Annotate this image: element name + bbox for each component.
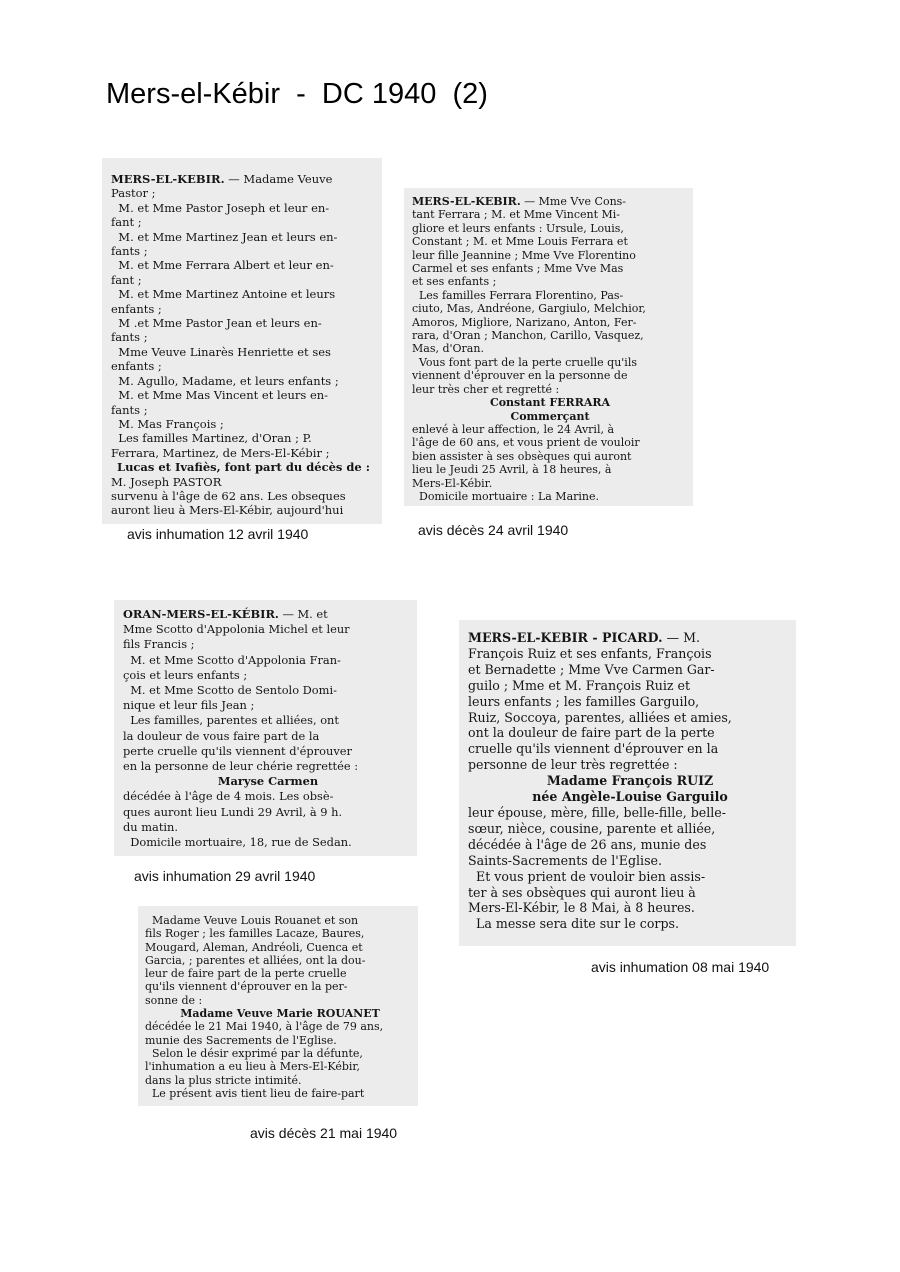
clipping-line: leur très cher et regretté : xyxy=(412,382,560,396)
clipping-text xyxy=(468,630,792,932)
clipping-first-line xyxy=(412,195,688,208)
clipping-line: qu'ils viennent d'éprouver en la per- xyxy=(145,980,348,994)
clipping-line: ont la douleur de faire part de la perte xyxy=(468,725,715,741)
clipping-line: Mougard, Aleman, Andréoli, Cuenca et xyxy=(145,940,363,954)
deceased-profession: Commerçant xyxy=(510,409,590,423)
clipping-ruiz xyxy=(459,620,796,946)
clipping-first-line xyxy=(123,607,413,622)
clipping-line: en la personne de leur chérie regrettée : xyxy=(123,759,359,774)
clipping-line: M. Agullo, Madame, et leurs enfants ; xyxy=(111,373,339,388)
clipping-line: Amoros, Migliore, Narizano, Anton, Fer- xyxy=(412,315,637,329)
clipping-line: munie des Sacrements de l'Eglise. xyxy=(145,1033,337,1047)
clipping-line: Le présent avis tient lieu de faire-part xyxy=(145,1086,365,1100)
clipping-line: viennent d'éprouver en la personne de xyxy=(412,369,628,383)
clipping-line: gliore et leurs enfants : Ursule, Louis, xyxy=(412,221,624,235)
clipping-line: M. et Mme Martinez Antoine et leurs xyxy=(111,287,336,302)
clipping-text xyxy=(412,195,688,503)
clipping-caption: avis inhumation 29 avril 1940 xyxy=(134,868,316,884)
clipping-line: et ses enfants ; xyxy=(412,275,497,289)
clipping-line: fants ; xyxy=(111,244,148,259)
clipping-heading: MERS-EL-KEBIR - PICARD. xyxy=(468,630,663,645)
clipping-caption: avis inhumation 08 mai 1940 xyxy=(591,959,770,975)
clipping-scotto xyxy=(114,600,417,856)
clipping-line: décédée à l'âge de 26 ans, munie des xyxy=(468,836,707,852)
clipping-text xyxy=(111,172,376,518)
clipping-line: ter à ses obsèques qui auront lieu à xyxy=(468,884,696,900)
clipping-line: nique et leur fils Jean ; xyxy=(123,698,255,713)
clipping-line: du matin. xyxy=(123,819,179,834)
clipping-line: perte cruelle qu'ils viennent d'éprouver xyxy=(123,743,352,758)
clipping-line: Ferrara, Martinez, de Mers-El-Kébir ; xyxy=(111,445,330,460)
clipping-line: Domicile mortuaire : La Marine. xyxy=(412,489,599,503)
clipping-line: survenu à l'âge de 62 ans. Les obseques xyxy=(111,488,346,503)
clipping-line: Et vous prient de vouloir bien assis- xyxy=(468,868,706,884)
clipping-line: décédée à l'âge de 4 mois. Les obsè- xyxy=(123,789,334,804)
clipping-line: Mme Veuve Linarès Henriette et ses xyxy=(111,344,331,359)
clipping-line: Ruiz, Soccoya, parentes, alliées et amies, xyxy=(468,709,732,725)
deceased-name: Constant FERRARA xyxy=(489,396,611,410)
clipping-line: Mme Scotto d'Appolonia Michel et leur xyxy=(123,622,350,637)
clipping-line: fants ; xyxy=(111,402,148,417)
clipping-line: fant ; xyxy=(111,215,142,230)
deceased-name: Madame François RUIZ xyxy=(546,773,714,789)
clipping-heading: ORAN-MERS-EL-KÉBIR. xyxy=(123,607,279,621)
clipping-line: M. et Mme Martinez Jean et leurs en- xyxy=(111,229,338,244)
clipping-text xyxy=(145,914,415,1100)
clipping-line: Mers-El-Kébir. xyxy=(412,476,493,490)
clipping-line: Pastor ; xyxy=(111,186,156,201)
clipping-line: Mers-El-Kébir, le 8 Mai, à 8 heures. xyxy=(468,900,695,916)
clipping-line: enfants ; xyxy=(111,301,162,316)
clipping-line: décédée le 21 Mai 1940, à l'âge de 79 ans, xyxy=(145,1020,384,1034)
clipping-line: leur fille Jeannine ; Mme Vve Florentino xyxy=(412,248,636,262)
clipping-line: leur de faire part de la perte cruelle xyxy=(145,967,347,981)
clipping-line: enfants ; xyxy=(111,359,162,374)
deceased-maiden-name: née Angèle-Louise Garguilo xyxy=(532,789,728,805)
clipping-first-line xyxy=(111,172,376,186)
clipping-line: fils Roger ; les familles Lacaze, Baures, xyxy=(145,927,365,941)
clipping-text xyxy=(123,607,413,850)
clipping-heading-rest: — Mme Vve Cons- xyxy=(520,195,627,208)
clipping-line: Selon le désir exprimé par la défunte, xyxy=(145,1046,363,1060)
clipping-first-line xyxy=(468,630,792,646)
clipping-line: M. et Mme Mas Vincent et leurs en- xyxy=(111,388,329,403)
clipping-line: M. Joseph PASTOR xyxy=(111,474,222,489)
deceased-name: Maryse Carmen xyxy=(217,774,319,789)
clipping-line: guilo ; Mme et M. François Ruiz et xyxy=(468,677,691,693)
deceased-name: Madame Veuve Marie ROUANET xyxy=(180,1007,380,1021)
clipping-line: M. et Mme Ferrara Albert et leur en- xyxy=(111,258,334,273)
clipping-line: et Bernadette ; Mme Vve Carmen Gar- xyxy=(468,661,715,677)
clipping-line: Domicile mortuaire, 18, rue de Sedan. xyxy=(123,835,352,850)
clipping-line: ques auront lieu Lundi 29 Avril, à 9 h. xyxy=(123,804,343,819)
clipping-line: M. et Mme Scotto de Sentolo Domi- xyxy=(123,683,337,698)
clipping-line: Mas, d'Oran. xyxy=(412,342,484,356)
clipping-first-line xyxy=(145,914,415,927)
clipping-line: tant Ferrara ; M. et Mme Vincent Mi- xyxy=(412,208,621,222)
clipping-line: Carmel et ses enfants ; Mme Vve Mas xyxy=(412,262,624,276)
clipping-line: M. et Mme Scotto d'Appolonia Fran- xyxy=(123,652,341,667)
clipping-line: M .et Mme Pastor Jean et leurs en- xyxy=(111,316,322,331)
clipping-heading: MERS-EL-KEBIR. xyxy=(111,172,225,186)
clipping-heading-rest: — M. et xyxy=(278,607,328,621)
clipping-line: la douleur de vous faire part de la xyxy=(123,728,320,743)
page-title: Mers-el-Kébir - DC 1940 (2) xyxy=(106,78,488,110)
clipping-caption: avis décès 21 mai 1940 xyxy=(250,1125,398,1141)
clipping-line: François Ruiz et ses enfants, François xyxy=(468,645,712,661)
clipping-line: rara, d'Oran ; Manchon, Carillo, Vasquez, xyxy=(412,329,644,343)
clipping-line: Constant ; M. et Mme Louis Ferrara et xyxy=(412,235,628,249)
clipping-heading-rest: — Madame Veuve xyxy=(224,172,333,186)
clipping-line: fants ; xyxy=(111,330,148,345)
clipping-line: l'âge de 60 ans, et vous prient de vouloir xyxy=(412,436,640,450)
deceased-name: Lucas et Ivafiès, font part du décès de : xyxy=(116,460,370,475)
clipping-line: ciuto, Mas, Andréone, Gargiulo, Melchior, xyxy=(412,302,646,316)
clipping-line: çois et leurs enfants ; xyxy=(123,667,248,682)
clipping-line: fant ; xyxy=(111,272,142,287)
clipping-line: l'inhumation a eu lieu à Mers-El-Kébir, xyxy=(145,1060,360,1074)
clipping-line: Les familles Ferrara Florentino, Pas- xyxy=(412,288,624,302)
clipping-line: cruelle qu'ils viennent d'éprouver en la xyxy=(468,741,719,757)
clipping-line: Garcia, ; parentes et alliées, ont la dou- xyxy=(145,953,366,967)
clipping-line: Les familles Martinez, d'Oran ; P. xyxy=(111,431,312,446)
clipping-line: M. Mas François ; xyxy=(111,416,224,431)
clipping-line: sonne de : xyxy=(145,993,203,1007)
clipping-line: leurs enfants ; les familles Garguilo, xyxy=(468,693,700,709)
clipping-line: fils Francis ; xyxy=(123,637,195,652)
clipping-caption: avis inhumation 12 avril 1940 xyxy=(127,526,309,542)
clipping-pastor xyxy=(102,158,382,524)
clipping-line: Saints-Sacrements de l'Eglise. xyxy=(468,852,662,868)
clipping-caption: avis décès 24 avril 1940 xyxy=(418,522,569,538)
clipping-ferrara xyxy=(404,188,693,506)
clipping-heading-rest: Madame Veuve Louis Rouanet et son xyxy=(145,914,359,927)
clipping-line: Vous font part de la perte cruelle qu'ils xyxy=(412,355,637,369)
clipping-line: Les familles, parentes et alliées, ont xyxy=(123,713,339,728)
clipping-line: M. et Mme Pastor Joseph et leur en- xyxy=(111,200,330,215)
clipping-line: dans la plus stricte intimité. xyxy=(145,1073,302,1087)
clipping-line: personne de leur très regrettée : xyxy=(468,757,678,773)
clipping-line: bien assister à ses obsèques qui auront xyxy=(412,449,632,463)
clipping-line: enlevé à leur affection, le 24 Avril, à xyxy=(412,422,615,436)
clipping-heading: MERS-EL-KEBIR. xyxy=(412,195,521,208)
clipping-line: auront lieu à Mers-El-Kébir, aujourd'hui xyxy=(111,503,344,518)
clipping-line: leur épouse, mère, fille, belle-fille, belle- xyxy=(468,804,727,820)
clipping-heading-rest: — M. xyxy=(662,630,700,645)
clipping-line: La messe sera dite sur le corps. xyxy=(468,916,679,932)
clipping-line: lieu le Jeudi 25 Avril, à 18 heures, à xyxy=(412,463,612,477)
clipping-rouanet xyxy=(138,906,418,1106)
clipping-line: sœur, nièce, cousine, parente et alliée, xyxy=(468,820,716,836)
